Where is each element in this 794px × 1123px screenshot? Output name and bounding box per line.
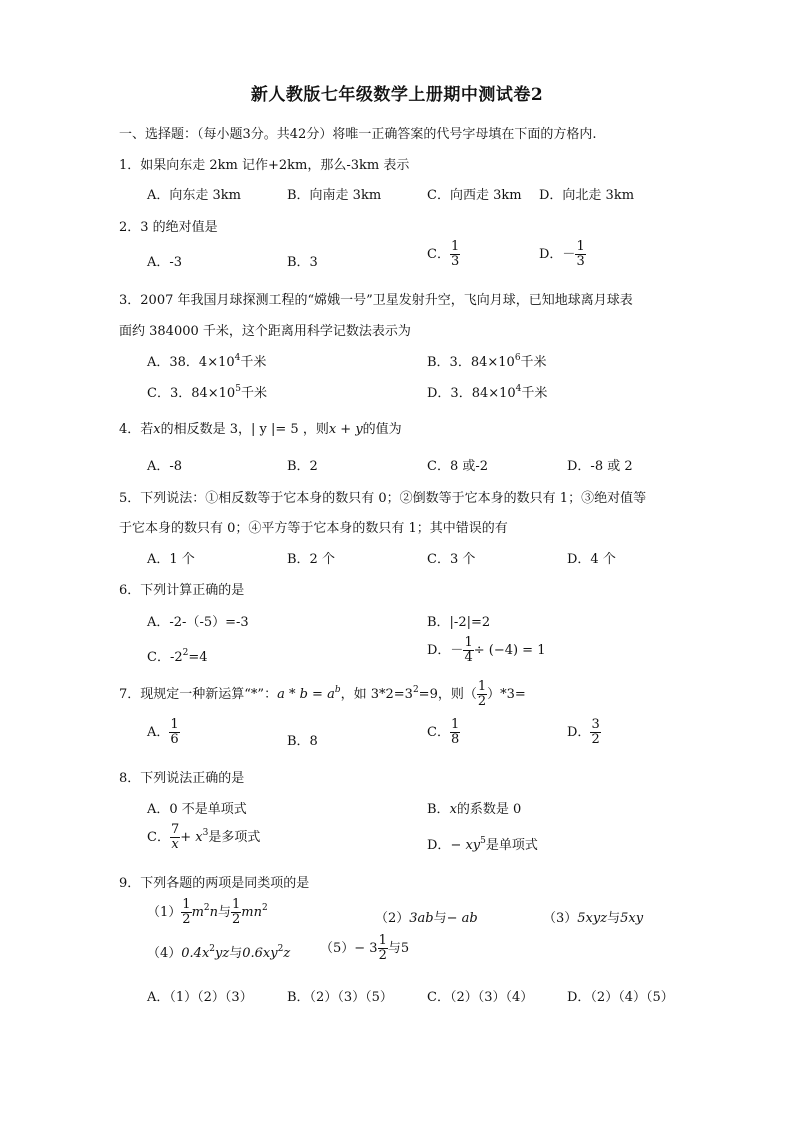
option-label: D． <box>567 725 591 740</box>
fraction-numerator: 1 <box>170 717 179 732</box>
expression: z <box>283 946 291 961</box>
expression: 5xy <box>620 911 644 926</box>
question-4-option-d: D．-8 或 2 <box>567 459 633 474</box>
fraction <box>590 718 600 747</box>
question-4-option-c: C．8 或-2 <box>427 459 489 474</box>
question-9-option-d: D．（2）（4）（5） <box>567 990 674 1005</box>
question-1-option-b: B．向南走 3km <box>287 188 382 203</box>
stem-text: 4．若 <box>119 422 154 437</box>
fraction <box>463 636 473 665</box>
page-title: 新人教版七年级数学上册期中测试卷2 <box>250 85 544 105</box>
fraction-numerator: 1 <box>450 239 460 254</box>
question-1-option-a: A．向东走 3km <box>147 188 241 203</box>
question-6-stem: 6．下列计算正确的是 <box>119 583 245 598</box>
item-label: （1） <box>147 905 182 920</box>
question-6-option-a: A．-2-（-5）=-3 <box>147 615 249 630</box>
exponent: 6 <box>514 352 521 363</box>
variable: x <box>449 802 457 817</box>
question-7-option-c <box>427 718 460 747</box>
option-text: C．-2 <box>147 650 183 665</box>
connector-text: 与 <box>218 905 232 920</box>
question-8-option-c <box>147 823 260 852</box>
expression: m <box>191 905 204 920</box>
question-1-option-c: C．向西走 3km <box>427 188 522 203</box>
unit: 千米 <box>521 386 548 401</box>
option-text: A．38．4×10 <box>147 355 235 370</box>
fraction-numerator: 1 <box>464 635 473 650</box>
option-text: B．3．84×10 <box>427 355 515 370</box>
option-label: B． <box>427 802 450 817</box>
unit: 千米 <box>520 355 547 370</box>
fraction <box>477 680 487 709</box>
fraction <box>450 240 460 269</box>
exponent: 2 <box>182 647 189 658</box>
expression: 0.4x <box>181 946 210 961</box>
exponent: 2 <box>209 943 216 954</box>
option-label: C． <box>427 725 450 740</box>
option-label: D．－ <box>427 643 464 658</box>
fraction-denominator: 3 <box>576 254 585 269</box>
fraction-denominator: 2 <box>378 948 387 963</box>
exponent: 2 <box>262 902 268 913</box>
fraction <box>181 898 191 927</box>
connector-text: 与 <box>229 946 243 961</box>
fraction-numerator: 1 <box>378 933 387 948</box>
question-9-item-4 <box>147 942 290 961</box>
fraction <box>231 898 241 927</box>
question-2-option-c <box>427 240 460 269</box>
stem-text: ，如 3*2=3 <box>340 687 413 702</box>
fraction-numerator: 3 <box>591 717 600 732</box>
question-8-stem: 8．下列说法正确的是 <box>119 771 245 786</box>
exponent: 4 <box>515 383 522 394</box>
option-label: D． <box>427 838 451 853</box>
connector-text: 与 <box>607 911 621 926</box>
expression: + x <box>180 830 203 845</box>
fraction-numerator: 1 <box>576 239 585 254</box>
question-8-option-d <box>427 834 538 853</box>
option-label: A． <box>147 725 170 740</box>
question-2-option-a: A．-3 <box>147 255 183 270</box>
fraction-denominator: 2 <box>477 694 487 709</box>
exponent: 5 <box>480 835 486 846</box>
option-text: C．3．84×10 <box>147 386 236 401</box>
expression: 3ab <box>409 911 434 926</box>
question-9-item-5 <box>320 934 409 963</box>
question-9-option-c: C．（2）（3）（4） <box>427 990 534 1005</box>
question-8-option-b <box>427 798 521 817</box>
expression: − ab <box>446 911 478 926</box>
question-3-option-d <box>427 382 547 401</box>
expression: − xy <box>450 838 481 853</box>
question-5-option-d: D．4 个 <box>567 552 616 567</box>
fraction <box>169 718 179 747</box>
exponent: 5 <box>235 383 241 394</box>
option-label: D．－ <box>539 247 576 262</box>
fraction-denominator: x <box>171 837 179 852</box>
question-5-stem-line-1: 5．下列说法：①相反数等于它本身的数只有 0；②倒数等于它本身的数只有 1；③绝对值等 <box>119 491 647 506</box>
question-5-option-a: A．1 个 <box>147 552 195 567</box>
question-2-option-d <box>539 240 586 269</box>
connector-text: 与 <box>387 941 401 956</box>
stem-text: =9，则（ <box>418 687 477 702</box>
question-6-option-d <box>427 636 545 665</box>
fraction-numerator: 1 <box>450 717 460 732</box>
item-label: （4） <box>147 946 182 961</box>
option-text: 是多项式 <box>208 830 261 845</box>
question-5-stem-line-2: 于它本身的数只有 0；④平方等于它本身的数只有 1；其中错误的有 <box>119 521 508 536</box>
option-text: =4 <box>188 650 208 665</box>
expression: x + y <box>328 422 363 437</box>
question-7-stem <box>119 680 526 709</box>
question-3-option-c <box>147 382 267 401</box>
variable: x <box>153 422 161 437</box>
expression: yz <box>215 946 230 961</box>
question-3-stem-line-1: 3．2007 年我国月球探测工程的“嫦娥一号”卫星发射升空，飞向月球，已知地球离月球表 <box>119 293 633 308</box>
question-8-option-a: A．0 不是单项式 <box>147 802 247 817</box>
fraction <box>450 718 460 747</box>
question-1-stem: 1．如果向东走 2km 记作+2km，那么-3km 表示 <box>119 158 410 173</box>
item-label: （5） <box>320 941 355 956</box>
question-1-option-d: D．向北走 3km <box>539 188 635 203</box>
question-6-option-c <box>147 646 208 665</box>
question-7-option-d <box>567 718 601 747</box>
unit: 千米 <box>240 386 267 401</box>
item-label: （2） <box>375 911 410 926</box>
exponent: b <box>334 684 341 695</box>
fraction-denominator: 8 <box>450 732 460 747</box>
question-6-option-b: B．|-2|=2 <box>427 615 491 630</box>
expression: 0.6xy <box>242 946 278 961</box>
question-9-option-a: A．（1）（2）（3） <box>147 990 253 1005</box>
expression: mn <box>241 905 262 920</box>
question-9-stem: 9．下列各题的两项是同类项的是 <box>119 876 310 891</box>
fraction-numerator: 1 <box>477 679 487 694</box>
expression: 5 <box>400 941 410 956</box>
fraction-denominator: 2 <box>232 912 241 927</box>
exponent: 2 <box>277 943 284 954</box>
question-7-option-a <box>147 718 180 747</box>
question-9-item-1 <box>147 898 268 927</box>
expression: a * b = a <box>277 687 335 702</box>
question-4-option-b: B．2 <box>287 459 318 474</box>
stem-text: 7．现规定一种新运算“*”： <box>119 687 278 702</box>
fraction <box>575 240 585 269</box>
fraction-denominator: 6 <box>170 732 179 747</box>
section-instruction: 一、选择题：（每小题3分。共42分）将唯一正确答案的代号字母填在下面的方格内. <box>119 127 597 142</box>
question-9-option-b: B．（2）（3）（5） <box>287 990 393 1005</box>
fraction-denominator: 2 <box>182 912 191 927</box>
stem-text: ）*3= <box>487 687 526 702</box>
question-7-option-b: B．8 <box>287 734 318 749</box>
option-text: ÷ (−4) = 1 <box>473 643 546 658</box>
fraction-numerator: 1 <box>182 897 191 912</box>
stem-text: 的值为 <box>362 422 402 437</box>
question-3-stem-line-2: 面约 384000 千米，这个距离用科学记数法表示为 <box>119 324 411 339</box>
option-label: C． <box>147 830 170 845</box>
question-4-stem <box>119 418 402 437</box>
option-text: D．3．84×10 <box>427 386 516 401</box>
question-2-option-b: B．3 <box>287 255 318 270</box>
question-9-item-2 <box>375 907 478 926</box>
fraction-denominator: 4 <box>464 650 473 665</box>
question-9-item-3 <box>543 907 643 926</box>
exponent: 4 <box>234 352 241 363</box>
expression: 5xyz <box>577 911 608 926</box>
question-4-option-a: A．-8 <box>147 459 183 474</box>
option-text: 的系数是 0 <box>456 802 522 817</box>
fraction-numerator: 1 <box>232 897 241 912</box>
question-2-stem: 2．3 的绝对值是 <box>119 220 218 235</box>
question-5-option-c: C．3 个 <box>427 552 476 567</box>
question-3-option-b <box>427 351 547 370</box>
fraction-numerator: 7 <box>170 822 180 837</box>
connector-text: 与 <box>433 911 447 926</box>
exponent: 2 <box>412 684 419 695</box>
stem-text: 的相反数是 3，| y |= 5 ，则 <box>160 422 329 437</box>
item-label: （3） <box>543 911 578 926</box>
fraction-denominator: 3 <box>450 254 460 269</box>
option-text: 是单项式 <box>485 838 538 853</box>
exponent: 3 <box>202 827 209 838</box>
fraction <box>378 934 388 963</box>
fraction <box>170 823 180 852</box>
expression: − 3 <box>354 941 378 956</box>
option-label: C． <box>427 247 450 262</box>
expression: n <box>209 905 218 920</box>
question-3-option-a <box>147 351 266 370</box>
question-5-option-b: B．2 个 <box>287 552 335 567</box>
unit: 千米 <box>240 355 267 370</box>
exponent: 2 <box>203 902 210 913</box>
fraction-denominator: 2 <box>591 732 600 747</box>
